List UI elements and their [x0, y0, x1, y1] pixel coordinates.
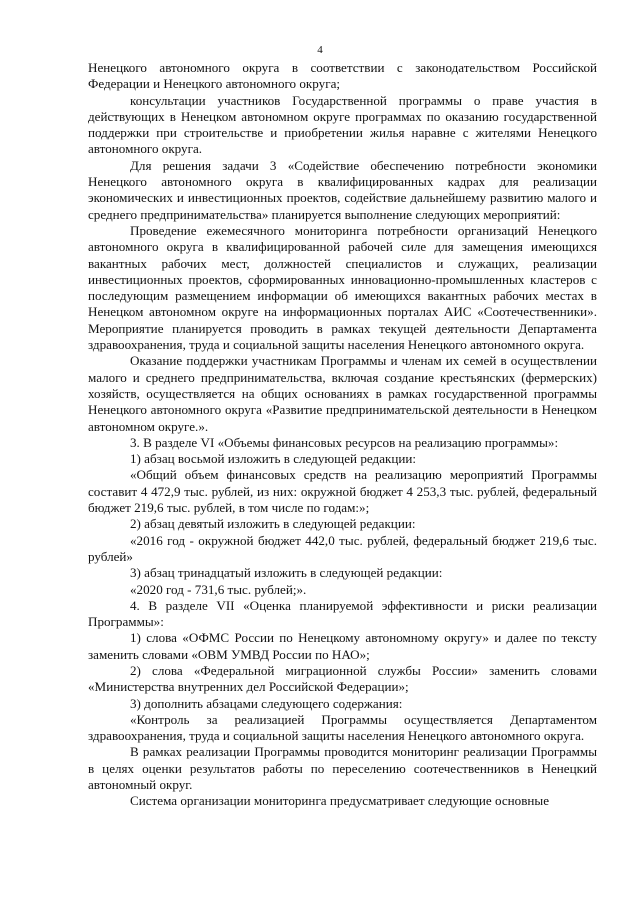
paragraph: Ненецкого автономного округа в соответствии с законодательством Российской Федерации и Ненецкого автономного округа;	[88, 60, 597, 92]
paragraph: «2016 год - окружной бюджет 442,0 тыс. рублей, федеральный бюджет 219,6 тыс. рублей»	[88, 532, 597, 564]
paragraph: 2) слова «Федеральной миграционной службы России» заменить словами «Министерства внутренних дел Российской Федерации»;	[88, 662, 597, 695]
paragraph: консультации участников Государственной программы о праве участия в действующих в Ненецком автономном округе программах по оказанию государственной поддержки при строительстве и приобретении жилья наравне с жителями Ненецкого автономного округа.	[88, 92, 597, 157]
paragraph: 4. В разделе VII «Оценка планируемой эффективности и риски реализации Программы»:	[88, 597, 597, 630]
paragraph: 2) абзац девятый изложить в следующей редакции:	[130, 516, 416, 532]
paragraph: 3) дополнить абзацами следующего содержания:	[130, 695, 403, 711]
paragraph: 3) абзац тринадцатый изложить в следующей редакции:	[130, 565, 443, 581]
paragraph: «2020 год - 731,6 тыс. рублей;».	[130, 581, 307, 597]
paragraph: В рамках реализации Программы проводится мониторинг реализации Программы в целях оценки результатов работы по переселению соотечественников в Ненецкий автономный округ.	[88, 744, 597, 793]
paragraph: 1) слова «ОФМС России по Ненецкому автономному округу» и далее по тексту заменить словами «ОВМ УМВД России по НАО»;	[88, 630, 597, 662]
paragraph: Для решения задачи 3 «Содействие обеспечению потребности экономики Ненецкого автономного округа в квалифицированных кадрах для реализации экономических и инвестиционных проектов, содействие дальнейшему развитию малого и среднего предпринимательства» планируется выполнение следующих мероприятий:	[88, 157, 597, 222]
page-number: 4	[317, 44, 323, 56]
paragraph: Оказание поддержки участникам Программы и членам их семей в осуществлении малого и среднего предпринимательства, включая создание крестьянских (фермерских) хозяйств, осуществляется на общих основаниях в рамках государственной программы Ненецкого автономного округа «Развитие предпринимательской деятельности в Ненецком автономном округе.».	[88, 353, 597, 434]
document-body	[88, 60, 597, 810]
paragraph: «Общий объем финансовых средств на реализацию мероприятий Программы составит 4 472,9 тыс. рублей, из них: окружной бюджет 4 253,3 тыс. рублей, федеральный бюджет 219,6 тыс. рублей, в том числе по годам:»;	[88, 467, 597, 516]
paragraph: «Контроль за реализацией Программы осуществляется Департаментом здравоохранения, труда и социальной защиты населения Ненецкого автономного округа.	[88, 711, 597, 744]
paragraph: Проведение ежемесячного мониторинга потребности организаций Ненецкого автономного округа в квалифицированной рабочей силе для замещения имеющихся вакантных рабочих мест, должностей специалистов и служащих, реализации инвестиционных проектов, сформированных инновационно-промышленных кластеров с последующим размещением информации об имеющихся вакантных рабочих местах в Ненецком автономном округе на информационных порталах АИС «Соотечественники». Мероприятие планируется проводить в рамках текущей деятельности Департамента здравоохранения, труда и социальной защиты населения Ненецкого автономного округа.	[88, 222, 597, 353]
paragraph: Система организации мониторинга предусматривает следующие основные	[130, 793, 550, 809]
paragraph: 1) абзац восьмой изложить в следующей редакции:	[130, 451, 417, 467]
paragraph: 3. В разделе VI «Объемы финансовых ресурсов на реализацию программы»:	[130, 434, 559, 450]
